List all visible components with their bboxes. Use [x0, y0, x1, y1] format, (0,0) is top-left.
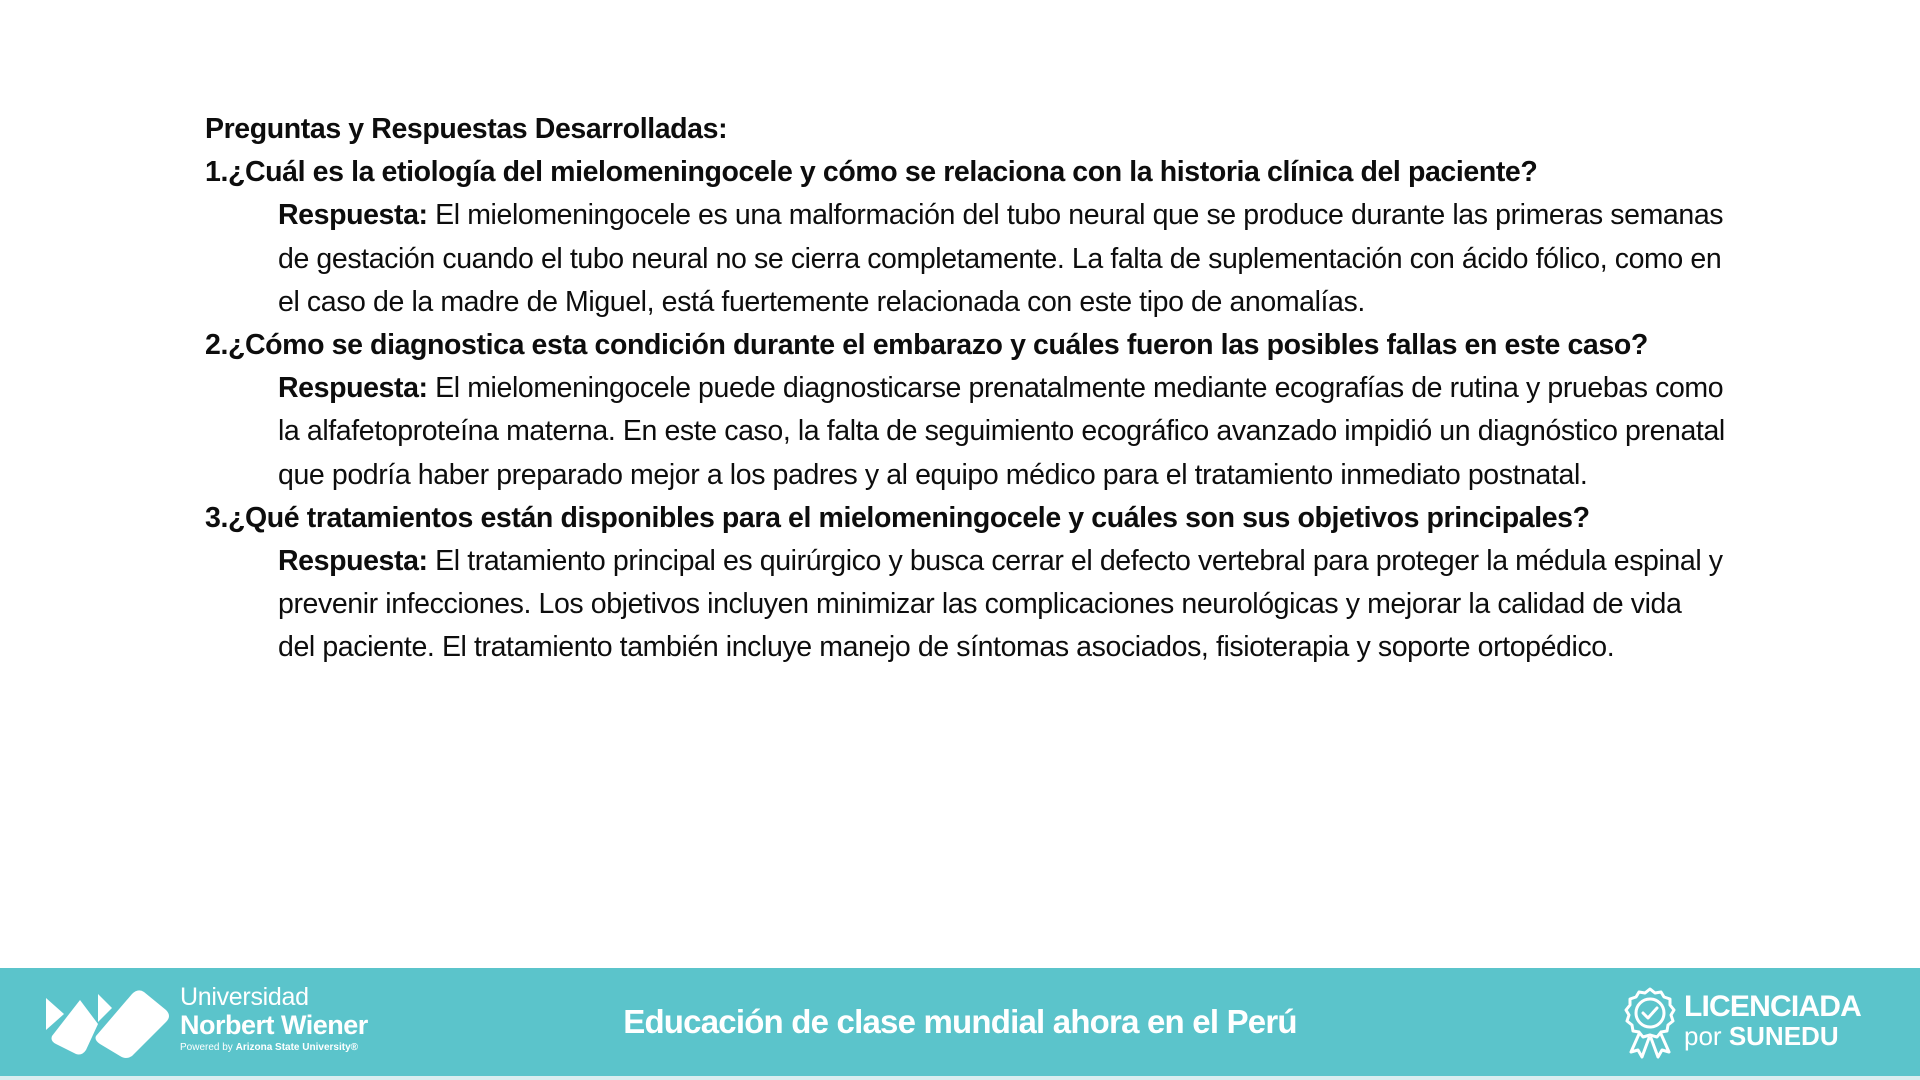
answer-text: El mielomeningocele puede diagnosticarse prenatalmente mediante ecografías de rutina y pruebas como la alfafetoproteína materna. En este caso, la falta de seguimiento ecográfico avanzado impidió un diagnóstico prenatal que podría haber preparado mejor a los padres y al equipo médico para el tratamiento inmediato postnatal.: [278, 372, 1725, 491]
question-3: 3.¿Qué tratamientos están disponibles para el mielomeningocele y cuáles son sus objetivos principales?: [205, 501, 1590, 534]
answer-text: El mielomeningocele es una malformación del tubo neural que se produce durante las primeras semanas de gestación cuando el tubo neural no se cierra completamente. La falta de suplementación con ácido fólico, como en el caso de la madre de Miguel, está fuertemente relacionada con este tipo de anomalías.: [278, 199, 1724, 318]
question-2: 2.¿Cómo se diagnostica esta condición durante el embarazo y cuáles fueron las posibles fallas en este caso?: [205, 329, 1648, 362]
answer-3: [278, 540, 1725, 670]
university-name: [180, 984, 368, 1055]
slide-heading: Preguntas y Respuestas Desarrolladas:: [205, 113, 728, 145]
powered-by: Powered by Arizona State University®: [180, 1042, 358, 1053]
university-line2: Norbert Wiener: [180, 1010, 368, 1040]
sunedu-badge: [1684, 992, 1861, 1050]
university-line1: Universidad: [180, 983, 309, 1011]
answer-label: Respuesta:: [278, 372, 428, 405]
certified-ribbon-icon: [1622, 986, 1678, 1060]
slide-content: [205, 108, 1725, 670]
footer-banner: [0, 968, 1920, 1080]
answer-1: [278, 194, 1725, 324]
answer-2: [278, 367, 1725, 497]
answer-label: Respuesta:: [278, 199, 428, 232]
answer-text: El tratamiento principal es quirúrgico y busca cerrar el defecto vertebral para proteger la médula espinal y prevenir infecciones. Los objetivos incluyen minimizar las complicaciones neurológicas y mejorar la calidad de vida del paciente. El tratamiento también incluye manejo de síntomas asociados, fisioterapia y soporte ortopédico.: [278, 545, 1723, 664]
badge-line1: LICENCIADA: [1684, 990, 1861, 1023]
question-1: 1.¿Cuál es la etiología del mielomeningocele y cómo se relaciona con la historia clínica del paciente?: [205, 156, 1538, 189]
badge-line2: por SUNEDU: [1684, 1021, 1839, 1051]
footer-tagline: Educación de clase mundial ahora en el Perú: [623, 1003, 1297, 1040]
norbert-wiener-logo-icon: [46, 988, 172, 1060]
answer-label: Respuesta:: [278, 545, 428, 578]
